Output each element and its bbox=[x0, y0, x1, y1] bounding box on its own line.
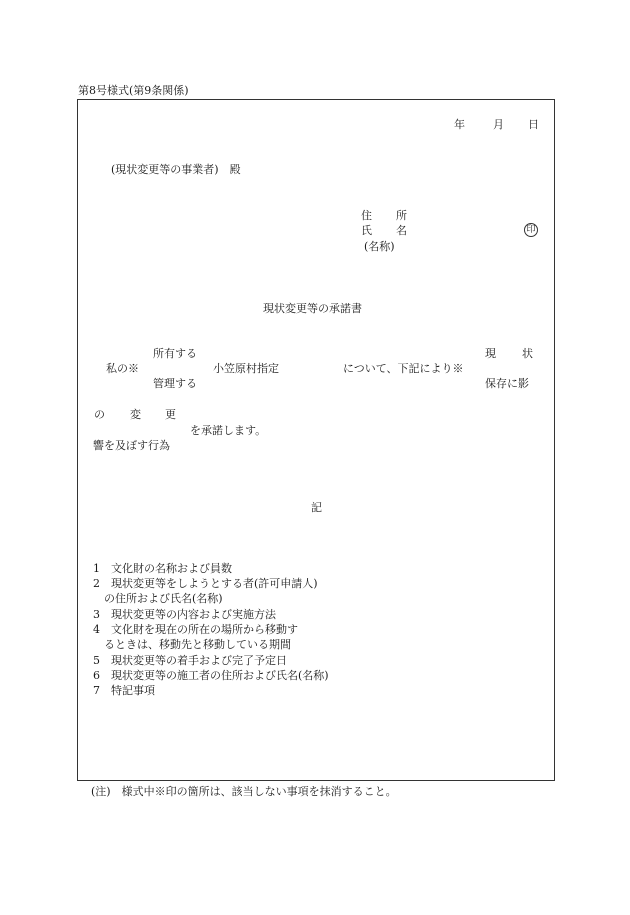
body-shoyu: 所有する bbox=[153, 347, 197, 360]
list-item: 2 現状変更等をしようとする者(許可申請人) bbox=[93, 577, 318, 590]
list-item: 6 現状変更等の施工者の住所および氏名(名称) bbox=[93, 669, 329, 682]
date-year: 年 bbox=[454, 118, 465, 131]
name-label-2: 名 bbox=[396, 224, 407, 237]
document-title: 現状変更等の承諾書 bbox=[263, 302, 362, 315]
list-item: の住所および氏名(名称) bbox=[93, 592, 223, 605]
body-nitsuite: について、下記により※ bbox=[343, 362, 464, 375]
body-shitei: 小笠原村指定 bbox=[213, 362, 279, 375]
name-label-1: 氏 bbox=[361, 224, 372, 237]
seal-mark: 印 bbox=[524, 223, 538, 237]
body-kanri: 管理する bbox=[153, 377, 197, 390]
body-ko: 更 bbox=[165, 408, 176, 421]
addressee: (現状変更等の事業者) 殿 bbox=[111, 163, 241, 176]
body-jo: 状 bbox=[522, 347, 533, 360]
date-day: 日 bbox=[528, 118, 539, 131]
list-item: 5 現状変更等の着手および完了予定日 bbox=[93, 654, 287, 667]
body-shodaku: を承諾します。 bbox=[190, 424, 267, 437]
body-eikyo: 響を及ぼす行為 bbox=[93, 439, 170, 452]
list-item: 4 文化財を現在の所在の場所から移動す bbox=[93, 623, 298, 636]
name-note: (名称) bbox=[364, 240, 395, 253]
ki-heading: 記 bbox=[311, 501, 322, 514]
list-item: 7 特記事項 bbox=[93, 684, 155, 697]
body-watashi: 私の※ bbox=[106, 362, 139, 375]
body-gen: 現 bbox=[485, 347, 496, 360]
form-label: 第8号様式(第9条関係) bbox=[78, 84, 189, 97]
address-label-2: 所 bbox=[396, 209, 407, 222]
body-no: の bbox=[94, 408, 105, 421]
body-hen: 変 bbox=[130, 408, 141, 421]
list-item: 1 文化財の名称および員数 bbox=[93, 562, 232, 575]
body-hozon: 保存に影 bbox=[485, 377, 529, 390]
list-item: るときは、移動先と移動している期間 bbox=[93, 638, 291, 651]
footnote: (注) 様式中※印の箇所は、該当しない事項を抹消すること。 bbox=[91, 785, 397, 798]
date-month: 月 bbox=[493, 118, 504, 131]
list-item: 3 現状変更等の内容および実施方法 bbox=[93, 608, 276, 621]
address-label-1: 住 bbox=[361, 209, 372, 222]
